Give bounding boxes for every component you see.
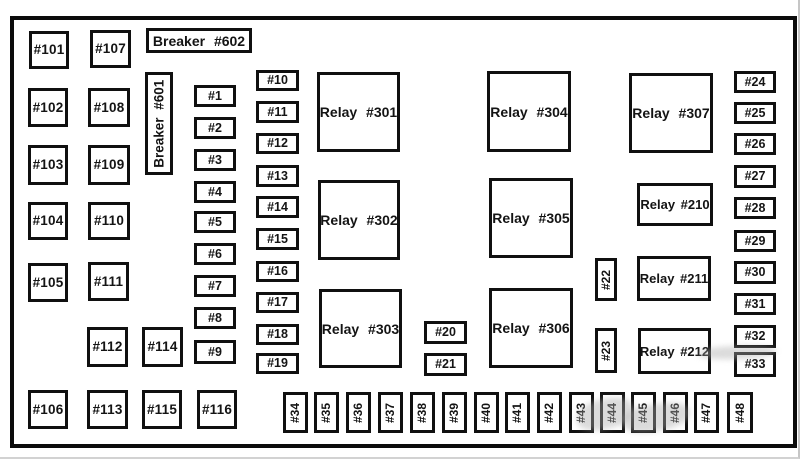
fuse-4 (194, 181, 236, 203)
fuse-112 (87, 327, 128, 367)
fuse-29-label: #29 (744, 233, 766, 248)
relay-301 (317, 72, 400, 152)
fuse-25 (734, 102, 776, 124)
fuse-11-label: #11 (267, 104, 288, 119)
fuse-31 (734, 293, 776, 315)
fuse-114-label: #114 (147, 339, 178, 355)
fuse-47-label: #47 (699, 402, 714, 423)
fuse-19 (256, 353, 299, 374)
fuse-101 (29, 31, 69, 69)
fuse-17 (256, 292, 299, 313)
fuse-114 (142, 327, 183, 367)
fuse-14 (256, 196, 299, 218)
fuse-33 (734, 352, 776, 377)
fuse-46-label: #46 (668, 402, 683, 423)
fuse-41-label: #41 (510, 402, 525, 423)
fuse-105-label: #105 (32, 274, 64, 290)
relay-212-label: Relay #212 (639, 343, 710, 359)
fuse-101-label: #101 (33, 42, 65, 58)
fuse-36-label: #36 (351, 402, 366, 423)
fuse-15 (256, 228, 299, 250)
fuse-107-label: #107 (95, 41, 126, 57)
fuse-37 (378, 392, 403, 433)
fuse-30-label: #30 (744, 265, 766, 280)
fuse-109-label: #109 (93, 157, 125, 173)
fuse-8-label: #8 (208, 310, 222, 325)
relay-304 (487, 71, 571, 152)
fuse-102 (28, 88, 68, 127)
fuse-32-label: #32 (744, 329, 766, 344)
fuse-43 (569, 392, 594, 433)
fuse-16 (256, 261, 299, 282)
fuse-27 (734, 165, 776, 188)
fuse-46 (663, 392, 688, 433)
relay-302-label: Relay #302 (320, 212, 398, 228)
fuse-108-label: #108 (93, 99, 125, 115)
fuse-38 (410, 392, 435, 433)
relay-304-label: Relay #304 (490, 103, 568, 120)
fuse-41 (505, 392, 530, 433)
fuse-9 (194, 340, 236, 364)
fuse-3-label: #3 (208, 152, 222, 167)
fuse-7 (194, 275, 236, 297)
fuse-28-label: #28 (744, 200, 766, 215)
fuse-31-label: #31 (744, 296, 766, 311)
fuse-5 (194, 211, 236, 233)
fuse-116 (197, 390, 237, 429)
fuse-40-label: #40 (479, 402, 494, 423)
fuse-7-label: #7 (208, 278, 222, 293)
fuse-10 (256, 70, 299, 91)
fuse-30 (734, 261, 776, 284)
fuse-112-label: #112 (92, 339, 123, 355)
fuse-110-label: #110 (93, 213, 125, 229)
fuse-1 (194, 85, 236, 107)
fuse-29 (734, 230, 776, 252)
relay-303 (319, 289, 402, 368)
fuse-42-label: #42 (542, 402, 557, 423)
fuse-8 (194, 307, 236, 329)
fuse-102-label: #102 (32, 99, 64, 115)
fuse-21 (424, 353, 467, 376)
fuse-19-label: #19 (267, 356, 288, 371)
relay-305 (489, 178, 573, 258)
fuse-9-label: #9 (208, 344, 222, 359)
fuse-43-label: #43 (574, 402, 589, 423)
fuse-111 (88, 262, 129, 301)
fuse-20 (424, 321, 467, 344)
fuse-48 (727, 392, 753, 433)
fuse-1-label: #1 (208, 88, 222, 103)
breaker-601-label: Breaker #601 (151, 79, 167, 168)
fuse-14-label: #14 (267, 199, 288, 214)
fuse-47 (694, 392, 719, 433)
relay-305-label: Relay #305 (492, 210, 570, 226)
fuse-15-label: #15 (267, 231, 288, 246)
relay-307 (629, 73, 713, 153)
fuse-12 (256, 133, 299, 154)
fuse-36 (346, 392, 371, 433)
fuse-4-label: #4 (208, 184, 222, 199)
fuse-103-label: #103 (32, 157, 64, 173)
fuse-113-label: #113 (92, 401, 123, 417)
fuse-22 (595, 258, 617, 301)
relay-302 (318, 180, 400, 260)
fuse-115-label: #115 (146, 401, 178, 417)
fuse-32 (734, 325, 776, 348)
fuse-105 (28, 263, 68, 302)
fuse-45 (631, 392, 656, 433)
fuse-28 (734, 197, 776, 219)
fuse-104 (28, 202, 68, 240)
fuse-106 (28, 390, 68, 429)
fuse-48-label: #48 (733, 402, 747, 423)
fuse-20-label: #20 (435, 325, 456, 340)
fuse-22-label: #22 (599, 269, 613, 290)
fuse-5-label: #5 (208, 214, 222, 229)
fuse-12-label: #12 (267, 136, 288, 151)
fuse-6-label: #6 (208, 246, 222, 261)
fuse-113 (87, 390, 128, 429)
fuse-13 (256, 165, 299, 187)
fuse-2-label: #2 (208, 120, 222, 135)
fuse-44 (600, 392, 625, 433)
fuse-2 (194, 117, 236, 139)
relay-212 (638, 328, 711, 374)
fuse-21-label: #21 (435, 357, 456, 372)
fuse-34-label: #34 (288, 402, 303, 423)
fuse-103 (28, 145, 68, 185)
fuse-13-label: #13 (267, 168, 288, 183)
relay-301-label: Relay #301 (319, 104, 398, 120)
relay-306 (489, 288, 573, 368)
fuse-26-label: #26 (744, 136, 766, 151)
fuse-33-label: #33 (744, 357, 766, 372)
fuse-38-label: #38 (415, 402, 430, 423)
fuse-18-label: #18 (267, 327, 288, 342)
fuse-25-label: #25 (744, 105, 766, 120)
fuse-111-label: #111 (93, 273, 124, 289)
fuse-3 (194, 149, 236, 171)
fuse-11 (256, 101, 299, 123)
fuse-16-label: #16 (267, 264, 288, 279)
fuse-108 (88, 88, 130, 127)
breaker-601 (145, 72, 173, 175)
fuse-44-label: #44 (605, 402, 620, 423)
fuse-35 (314, 392, 339, 433)
fuse-6 (194, 243, 236, 265)
fuse-27-label: #27 (744, 169, 766, 184)
fuse-110 (88, 202, 130, 240)
fuse-34 (283, 392, 308, 433)
relay-307-label: Relay #307 (632, 105, 710, 121)
relay-210 (637, 183, 713, 226)
fuse-42 (537, 392, 562, 433)
relay-211 (637, 256, 711, 301)
fuse-26 (734, 133, 776, 155)
fuse-24 (734, 71, 776, 93)
relay-303-label: Relay #303 (321, 320, 400, 337)
fuse-39-label: #39 (447, 402, 462, 423)
breaker-602-label: Breaker #602 (152, 32, 246, 49)
fuse-18 (256, 324, 299, 345)
fuse-104-label: #104 (32, 213, 64, 229)
fuse-109 (88, 145, 130, 185)
fuse-37-label: #37 (383, 402, 398, 423)
relay-211-label: Relay #211 (639, 271, 709, 286)
fuse-107 (90, 30, 131, 68)
fuse-35-label: #35 (319, 402, 334, 423)
relay-210-label: Relay #210 (640, 197, 710, 212)
fuse-17-label: #17 (267, 295, 288, 310)
fuse-116-label: #116 (201, 401, 233, 417)
fuse-45-label: #45 (636, 402, 651, 423)
fuse-23 (595, 328, 617, 373)
relay-306-label: Relay #306 (492, 320, 570, 336)
fuse-39 (442, 392, 467, 433)
breaker-602 (146, 28, 252, 53)
fuse-40 (474, 392, 499, 433)
fuse-115 (142, 390, 182, 429)
fuse-106-label: #106 (32, 401, 64, 417)
fuse-10-label: #10 (267, 73, 288, 88)
fuse-23-label: #23 (599, 340, 613, 361)
fuse-24-label: #24 (744, 74, 766, 89)
